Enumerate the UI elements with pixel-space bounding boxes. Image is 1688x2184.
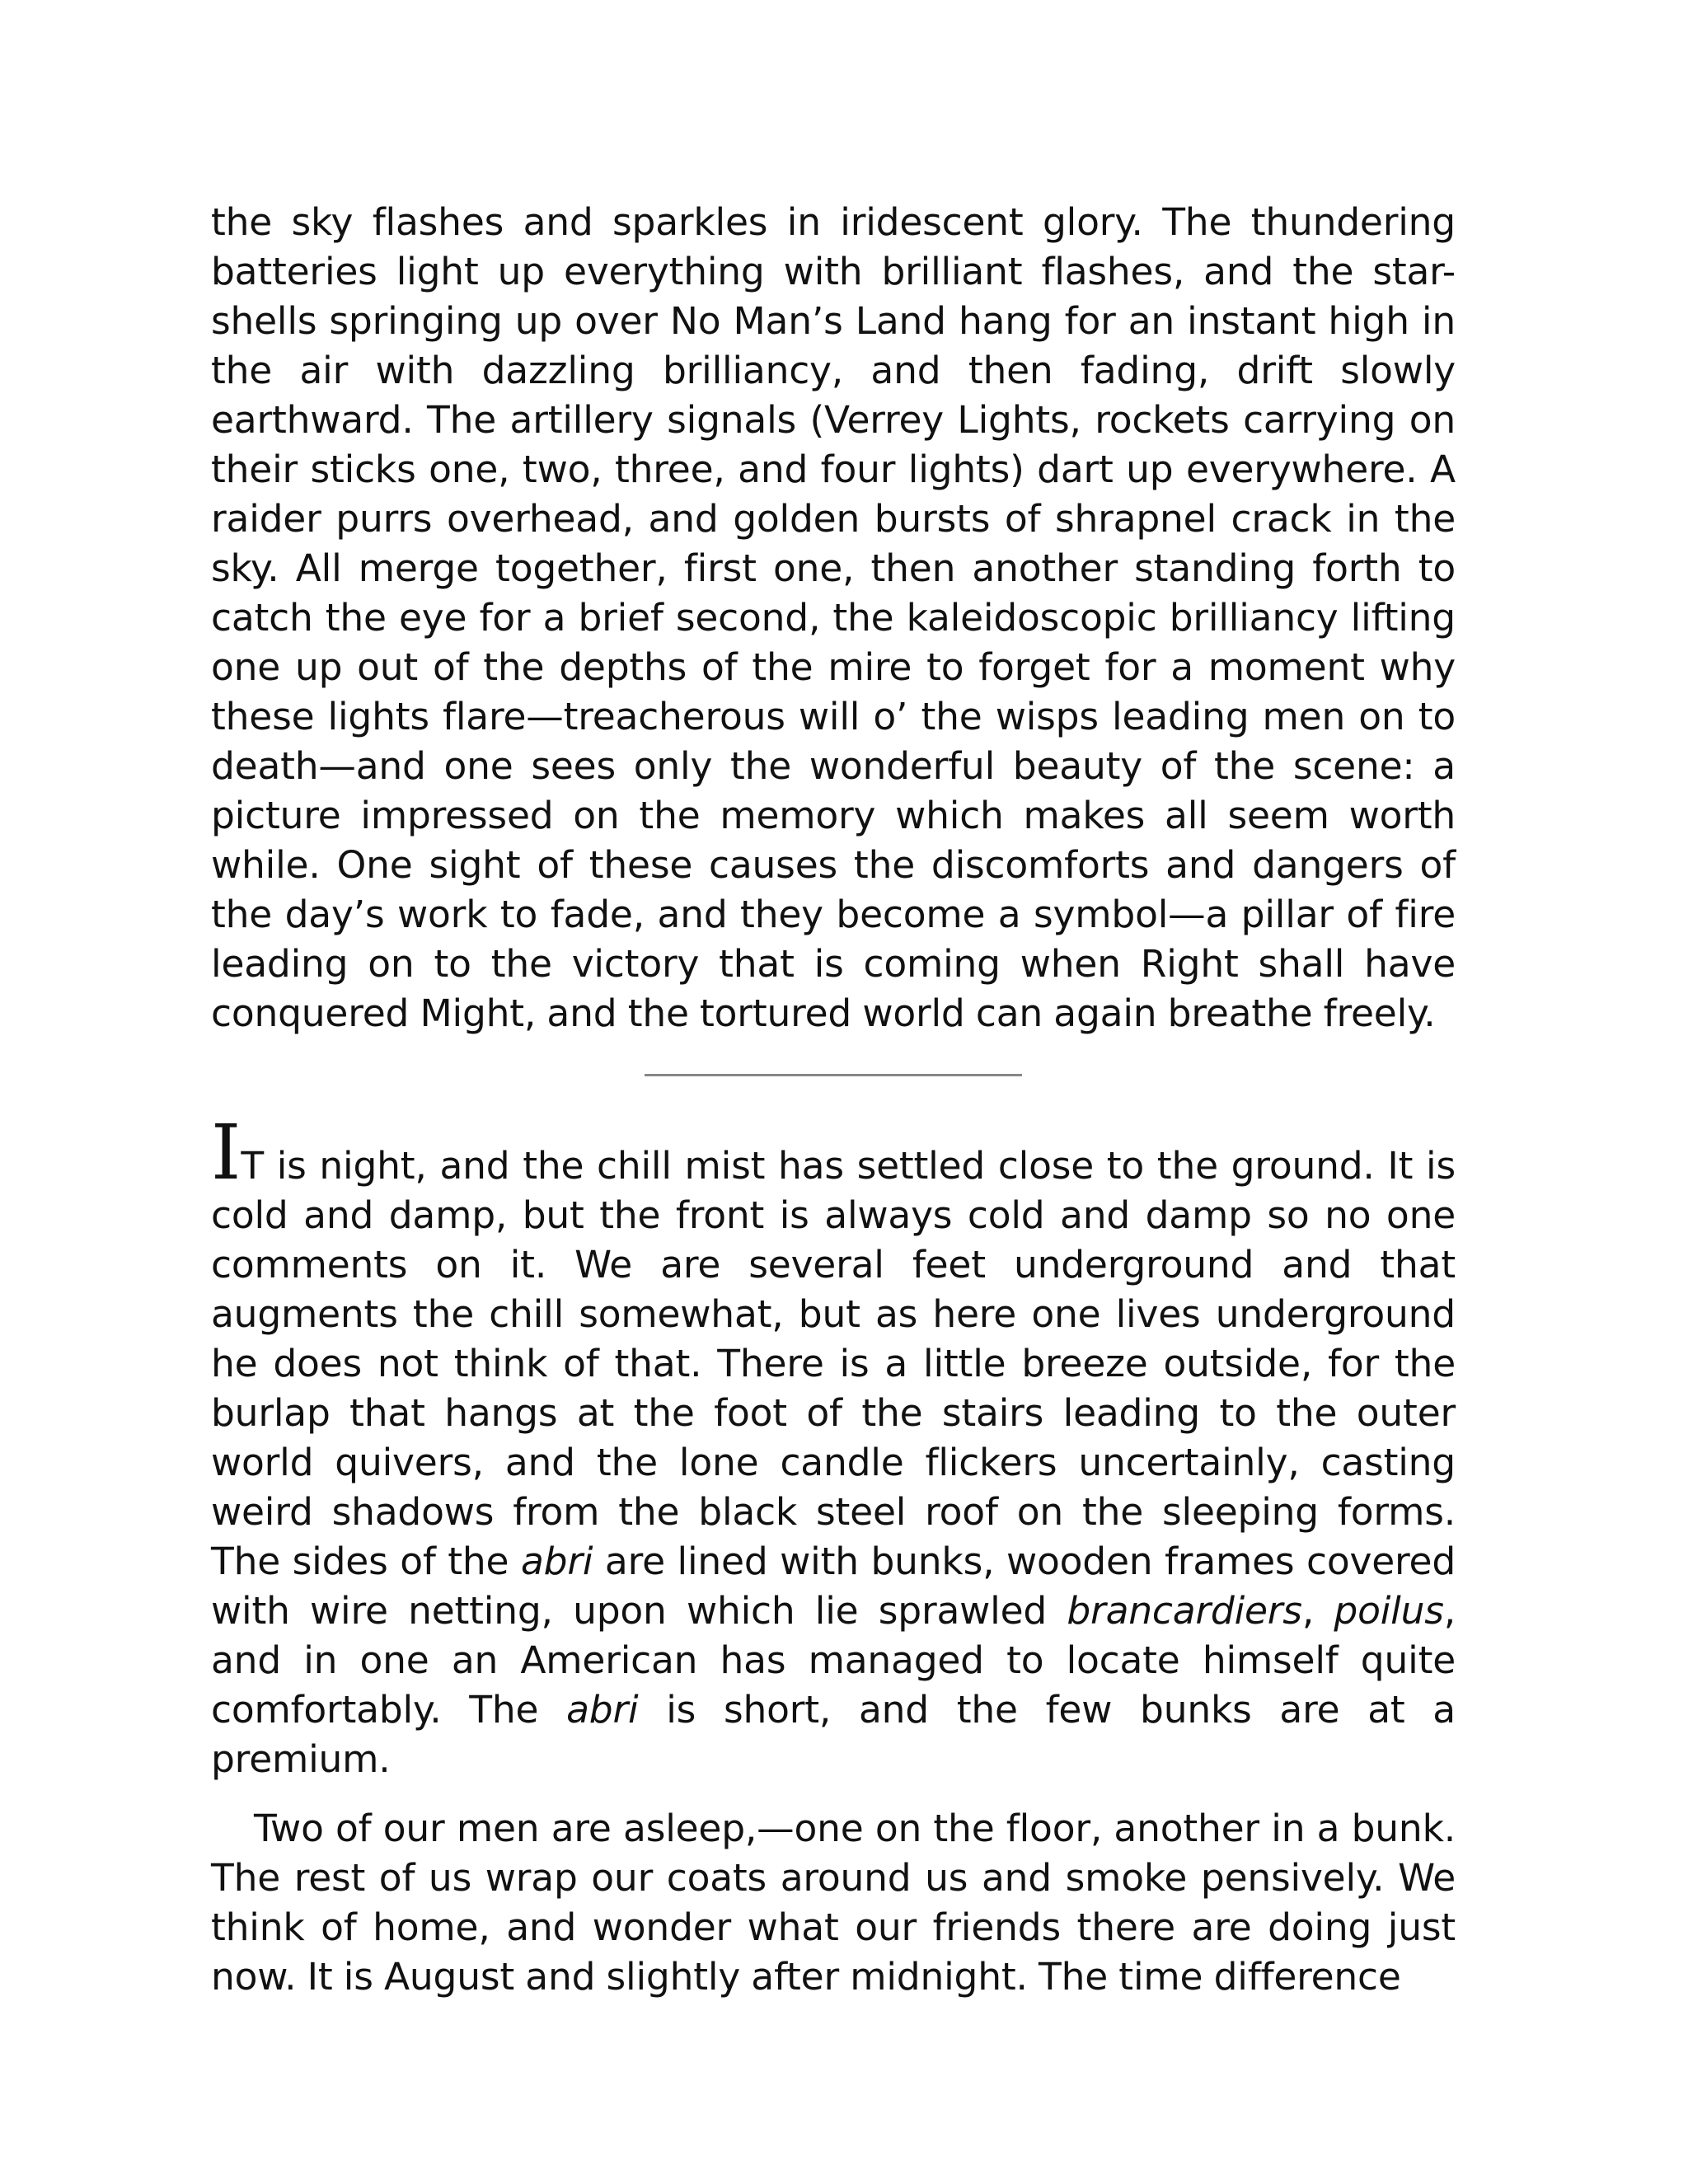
paragraph-men-asleep: Two of our men are asleep,—one on the floor, another in a bunk. The rest of us wrap our coats around us and smoke pensively. We think of home, and wonder what our friends there are doing just now. It is August and slightly after midnight. The time difference [211,1807,1456,1999]
section-divider [645,1074,1022,1076]
paragraph-night-abri [211,1108,1456,1784]
text-run: , and in one an American has managed to locate himself quite comfortably. The [211,1589,1456,1732]
text-run: , [1301,1589,1334,1633]
italic-term: poilus [1334,1589,1444,1633]
paragraph-sky-flashes: the sky flashes and sparkles in iridescent glory. The thundering batteries light up everything with brilliant flashes, and the star-shells springing up over No Man’s Land hang for an instant high in the air with dazzling brilliancy, and then fading, drift slowly earthward. The artillery signals (Verrey Lights, rockets carrying on their sticks one, two, three, and four lights) dart up everywhere. A raider purrs overhead, and golden bursts of shrapnel crack in the sky. All merge together, first one, then another standing forth to catch the eye for a brief second, the kaleidoscopic brilliancy lifting one up out of the depths of the mire to forget for a moment why these lights flare—treacherous will o’ the wisps leading men on to death—and one sees only the wonderful beauty of the scene: a picture impressed on the memory which makes all seem worth while. One sight of these causes the discomforts and dangers of the day’s work to fade, and they become a symbol—a pillar of fire leading on to the victory that is coming when Right shall have conquered Might, and the tortured world can again breathe freely. [211,200,1456,1035]
italic-term: abri [566,1688,639,1732]
italic-term: brancardiers [1067,1589,1302,1633]
text-run: is short, and the few bunks are at a premium. [211,1688,1456,1781]
drop-cap: I [211,1108,241,1197]
text-run: T is night, and the chill mist has settled close to the ground. It is cold and damp, but the front is always cold and damp so no one comments on it. We are several feet underground and that augments the chill somewhat, but as here one lives underground he does not think of that. There is a little breeze outside, for the burlap that hangs at the foot of the stairs leading to the outer world quivers, and the lone candle flickers uncertainly, casting weird shadows from the black steel roof on the sleeping forms. The sides of the [211,1144,1456,1583]
page-body [211,198,1456,2002]
text-run: are lined with bunks, wooden frames covered with wire netting, upon which lie sprawled [211,1540,1456,1633]
italic-term: abri [520,1540,593,1583]
